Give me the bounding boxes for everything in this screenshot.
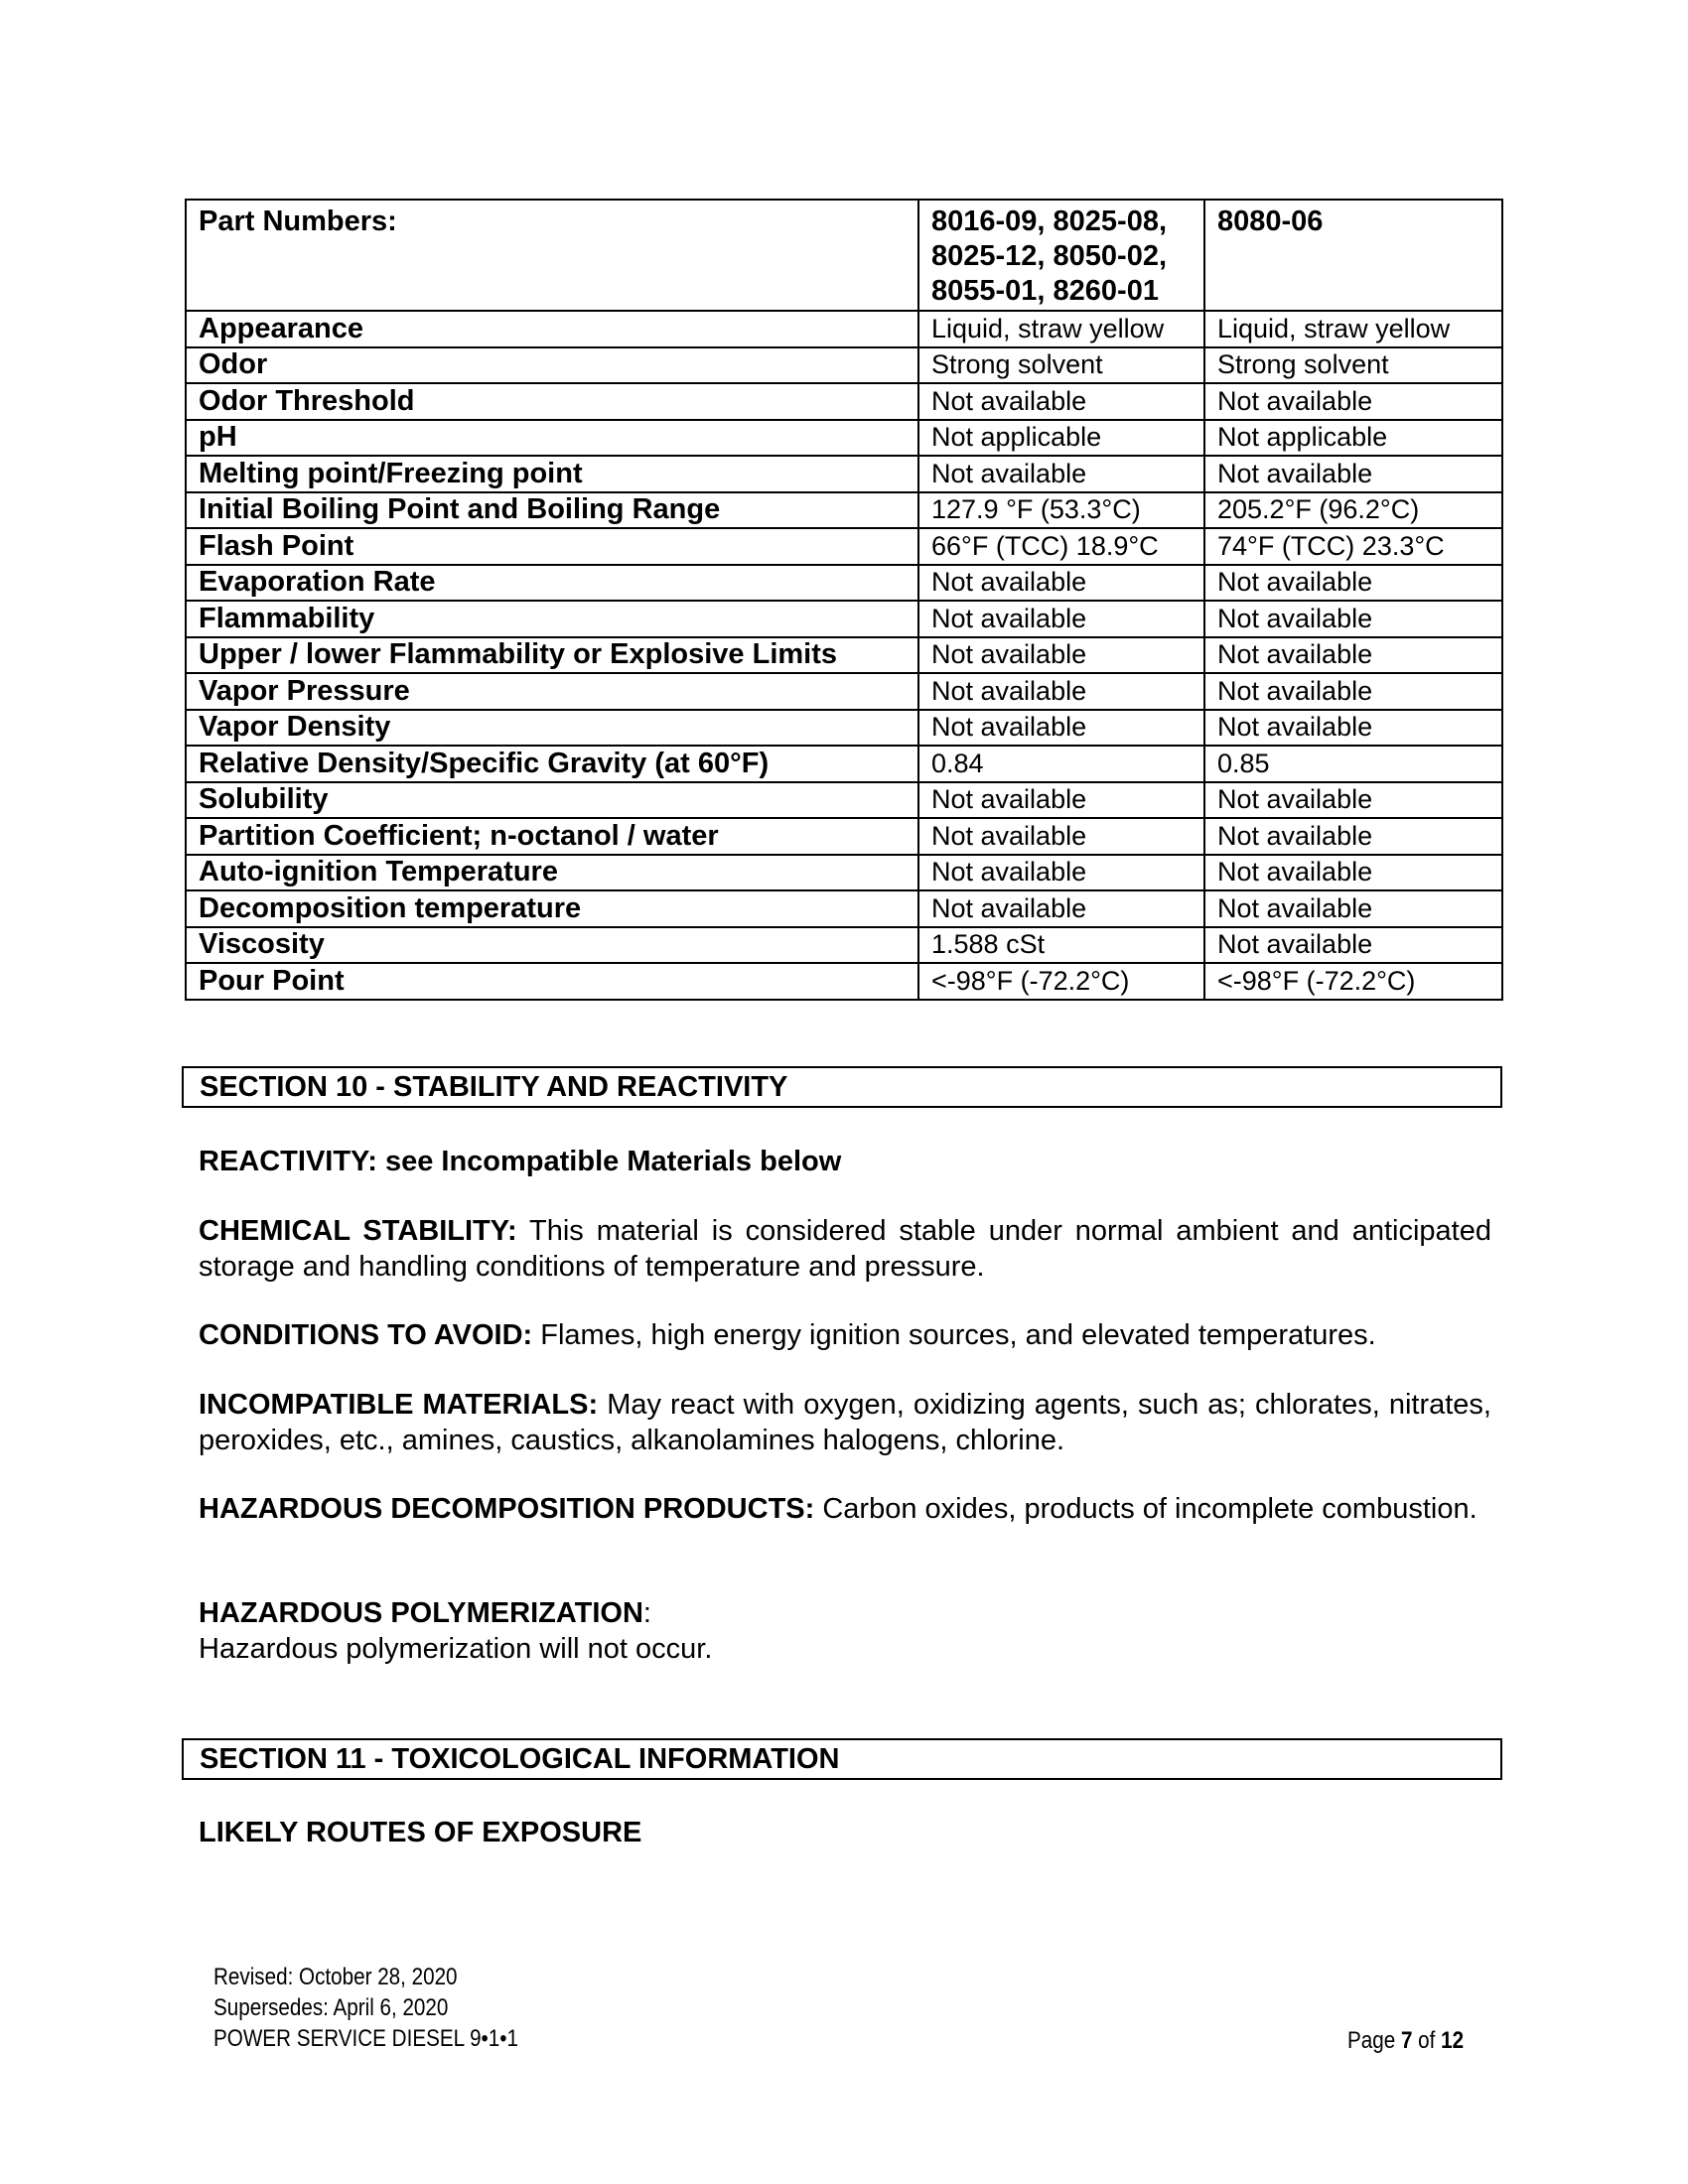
property-label: Melting point/Freezing point [186,456,918,492]
property-value-col2: Not available [918,855,1204,891]
property-value-col2: Not available [918,782,1204,819]
table-row [186,710,1502,747]
incompatible-label: INCOMPATIBLE MATERIALS: [199,1389,599,1421]
footer-revised: Revised: October 28, 2020 [213,1964,458,1990]
property-label: Flash Point [186,528,918,565]
property-value-col3: Strong solvent [1204,347,1502,384]
hazardous-decomposition-paragraph [199,1491,1491,1527]
property-value-col3: Not available [1204,637,1502,674]
table-row [186,746,1502,782]
table-row [186,637,1502,674]
property-value-col2: 66°F (TCC) 18.9°C [918,528,1204,565]
property-label: Decomposition temperature [186,890,918,927]
incompatible-text: May react with oxygen, oxidizing agents, such as; chlorates, nitrates, peroxides, etc., amines, caustics, alkanolamines halogens, chlorine. [199,1389,1491,1456]
table-row [186,818,1502,855]
property-value-col3: Not available [1204,782,1502,819]
hazardous-decomposition-label: HAZARDOUS DECOMPOSITION PRODUCTS: [199,1493,815,1525]
table-row [186,855,1502,891]
hazardous-polymerization-text: Hazardous polymerization will not occur. [199,1633,713,1665]
property-value-col3: Liquid, straw yellow [1204,311,1502,347]
property-label: Odor [186,347,918,384]
table-row [186,311,1502,347]
table-row [186,782,1502,819]
property-label: Vapor Density [186,710,918,747]
property-label: Flammability [186,601,918,637]
chemical-stability-label: CHEMICAL STABILITY: [199,1215,517,1247]
property-value-col2: Not available [918,637,1204,674]
property-label: Evaporation Rate [186,565,918,602]
property-value-col3: Not available [1204,890,1502,927]
part-numbers-line: 8055-01, 8260-01 [931,275,1159,307]
property-value-col2: Not available [918,673,1204,710]
property-value-col3: 0.85 [1204,746,1502,782]
property-label: Appearance [186,311,918,347]
property-value-col2: Not available [918,710,1204,747]
part-numbers-line: 8016-09, 8025-08, [931,205,1168,237]
property-value-col2: Strong solvent [918,347,1204,384]
table-row [186,528,1502,565]
property-value-col3: Not available [1204,673,1502,710]
incompatible-materials-paragraph [199,1387,1491,1458]
page-total: 12 [1441,2027,1465,2054]
chemical-stability-text: This material is considered stable under normal ambient and anticipated storage and handling conditions of temperature and pressure. [199,1215,1491,1283]
property-label: Auto-ignition Temperature [186,855,918,891]
table-row [186,890,1502,927]
property-value-col2: Not available [918,890,1204,927]
property-label: Initial Boiling Point and Boiling Range [186,492,918,529]
table-row [186,383,1502,420]
property-value-col2: 127.9 °F (53.3°C) [918,492,1204,529]
property-label: Partition Coefficient; n-octanol / water [186,818,918,855]
section-10-header: SECTION 10 - STABILITY AND REACTIVITY [182,1066,1502,1108]
chemical-stability-paragraph [199,1213,1491,1285]
property-value-col2: Not available [918,565,1204,602]
property-value-col2: Not available [918,601,1204,637]
property-label: pH [186,420,918,457]
table-row [186,420,1502,457]
routes-of-exposure-heading: LIKELY ROUTES OF EXPOSURE [199,1817,642,1848]
part-numbers-col2 [918,200,1204,311]
hazardous-polymerization-label: HAZARDOUS POLYMERIZATION [199,1597,643,1629]
property-label: Upper / lower Flammability or Explosive Limits [186,637,918,674]
physical-properties-table [185,199,1503,1001]
table-row [186,963,1502,1000]
property-value-col3: Not applicable [1204,420,1502,457]
property-label: Vapor Pressure [186,673,918,710]
property-value-col3: Not available [1204,855,1502,891]
property-value-col3: Not available [1204,927,1502,964]
page-of: of [1412,2027,1442,2054]
property-value-col3: Not available [1204,383,1502,420]
property-label: Odor Threshold [186,383,918,420]
property-value-col2: Not available [918,818,1204,855]
page-prefix: Page [1347,2027,1401,2054]
table-row [186,601,1502,637]
property-value-col3: Not available [1204,456,1502,492]
property-value-col2: <-98°F (-72.2°C) [918,963,1204,1000]
property-value-col3: Not available [1204,710,1502,747]
conditions-label: CONDITIONS TO AVOID: [199,1319,533,1351]
property-value-col3: Not available [1204,601,1502,637]
hazardous-decomposition-text: Carbon oxides, products of incomplete combustion. [814,1493,1477,1525]
hazardous-polymerization-colon: : [642,1597,651,1629]
footer-page-number [1347,2025,1464,2056]
footer-supersedes: Supersedes: April 6, 2020 [213,1994,449,2021]
part-numbers-col3: 8080-06 [1204,200,1502,311]
property-label: Relative Density/Specific Gravity (at 60°F) [186,746,918,782]
table-row [186,492,1502,529]
property-value-col3: <-98°F (-72.2°C) [1204,963,1502,1000]
footer-product: POWER SERVICE DIESEL 9•1•1 [213,2025,518,2052]
conditions-text: Flames, high energy ignition sources, and elevated temperatures. [532,1319,1376,1351]
property-value-col2: Not available [918,383,1204,420]
part-numbers-label: Part Numbers: [186,200,918,311]
property-label: Pour Point [186,963,918,1000]
property-value-col3: Not available [1204,818,1502,855]
property-value-col3: 205.2°F (96.2°C) [1204,492,1502,529]
table-row [186,673,1502,710]
hazardous-polymerization-paragraph [199,1595,1491,1667]
property-value-col3: 74°F (TCC) 23.3°C [1204,528,1502,565]
footer-revision-info [213,1962,518,2054]
reactivity-line: REACTIVITY: see Incompatible Materials below [199,1146,842,1177]
table-row [186,927,1502,964]
property-value-col2: Liquid, straw yellow [918,311,1204,347]
section-11-header: SECTION 11 - TOXICOLOGICAL INFORMATION [182,1738,1502,1780]
property-value-col2: 1.588 cSt [918,927,1204,964]
property-label: Solubility [186,782,918,819]
table-row [186,456,1502,492]
property-value-col2: Not applicable [918,420,1204,457]
table-row [186,347,1502,384]
property-value-col2: Not available [918,456,1204,492]
conditions-to-avoid-paragraph [199,1317,1491,1353]
table-row [186,565,1502,602]
property-value-col2: 0.84 [918,746,1204,782]
property-label: Viscosity [186,927,918,964]
table-header-row [186,200,1502,311]
page-current: 7 [1400,2027,1413,2054]
property-value-col3: Not available [1204,565,1502,602]
part-numbers-line: 8025-12, 8050-02, [931,240,1168,272]
